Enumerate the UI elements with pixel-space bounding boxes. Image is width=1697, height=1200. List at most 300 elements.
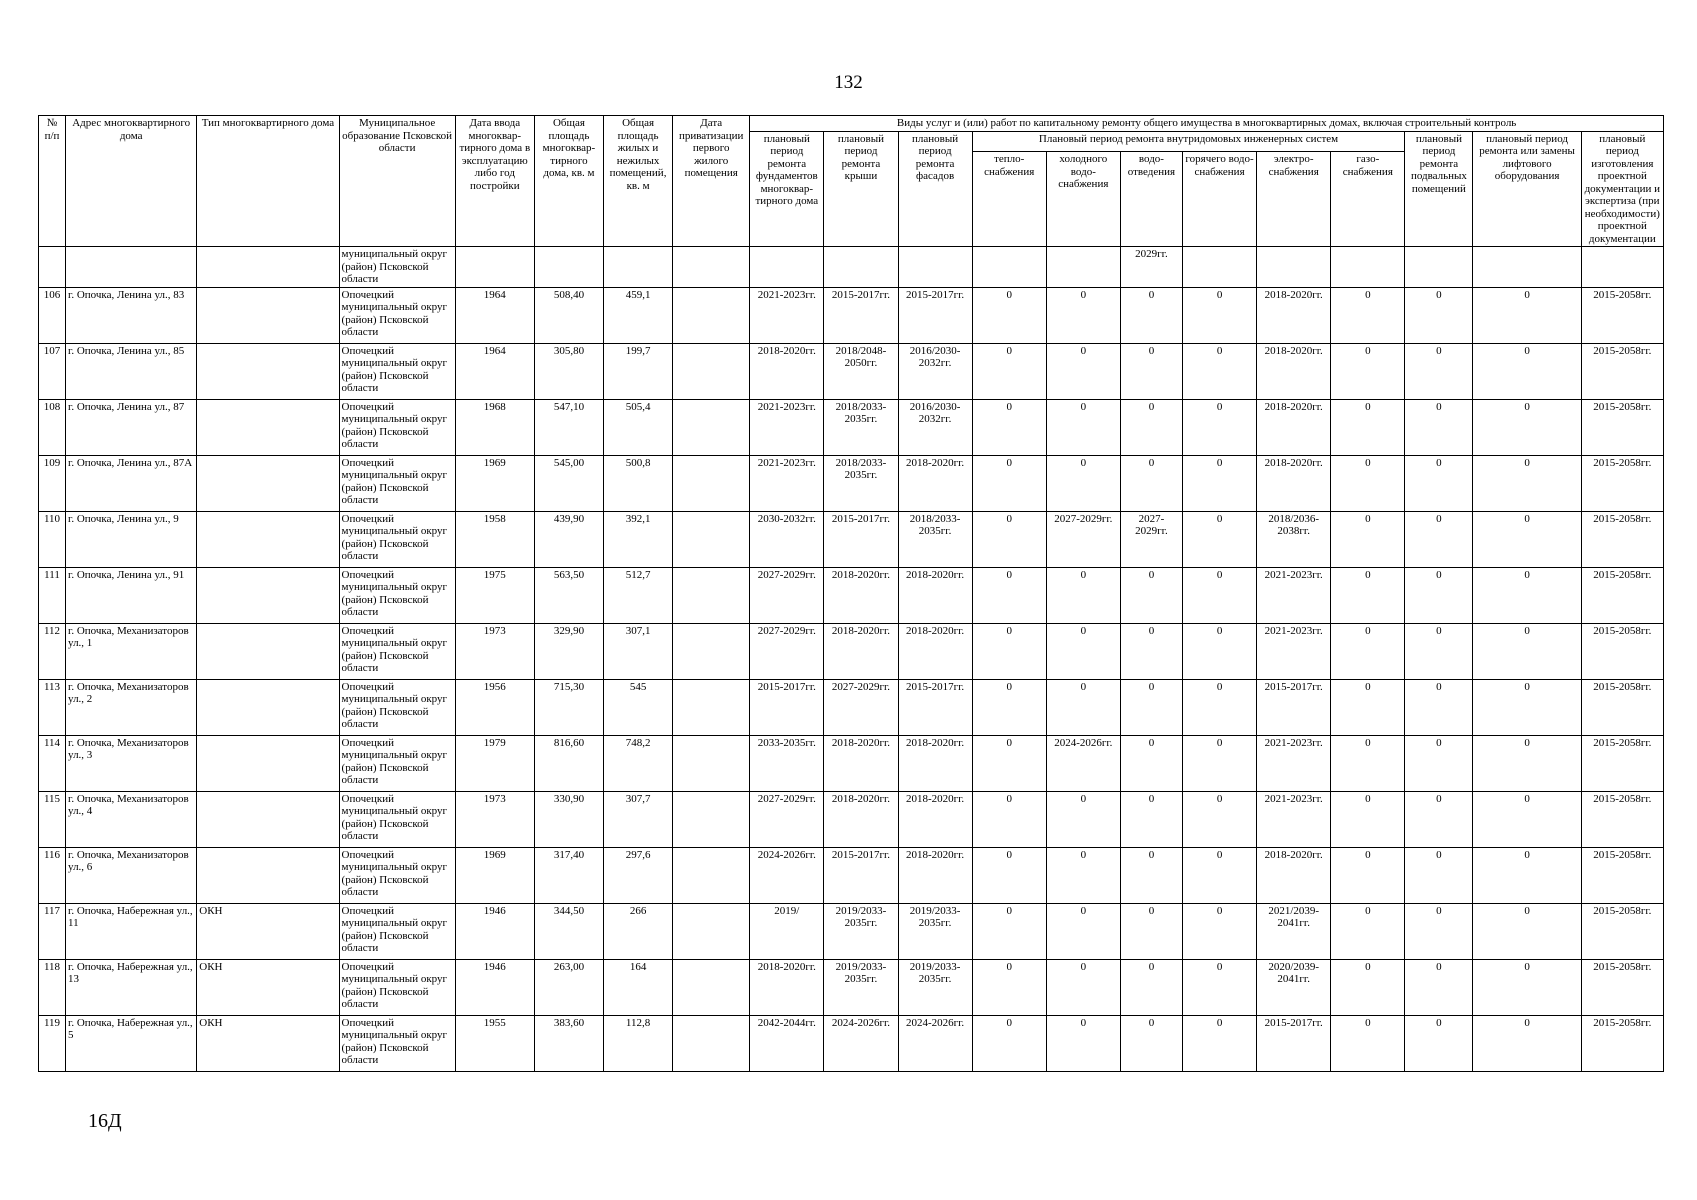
header-total-area: Общая площадь многоквар-тирного дома, кв. м	[534, 116, 603, 247]
cell-gas: 0	[1331, 791, 1405, 847]
cell-heating: 0	[972, 399, 1046, 455]
cell-cold-water: 2027-2029гг.	[1046, 511, 1120, 567]
cell-electric: 2021-2023гг.	[1257, 735, 1331, 791]
cell-roof: 2018-2020гг.	[824, 735, 898, 791]
cell-cold-water: 0	[1046, 343, 1120, 399]
header-sewage: водо-отведения	[1120, 152, 1182, 247]
header-services-group: Виды услуг и (или) работ по капитальному ремонту общего имущества в многоквартирных домах, включая строительный контроль	[750, 116, 1664, 132]
cell-elevator: 0	[1473, 791, 1581, 847]
cell-electric: 2020/2039-2041гг.	[1257, 959, 1331, 1015]
cell-sewage: 0	[1120, 1015, 1182, 1071]
cell-hot-water: 0	[1183, 791, 1257, 847]
cell-municipality: Опочецкий муниципальный округ (район) Псковской области	[339, 399, 455, 455]
cell-type: ОКН	[197, 1015, 339, 1071]
cell-privatization	[673, 1015, 750, 1071]
cell-electric: 2018-2020гг.	[1257, 455, 1331, 511]
cell-design-docs: 2015-2058гг.	[1581, 399, 1663, 455]
table-row	[39, 623, 1664, 679]
table-row	[39, 847, 1664, 903]
header-municipality: Муниципальное образование Псковской области	[339, 116, 455, 247]
cell-heating: 0	[972, 623, 1046, 679]
cell-num: 119	[39, 1015, 66, 1071]
cell-gas: 0	[1331, 287, 1405, 343]
header-heating: тепло-снабжения	[972, 152, 1046, 247]
cell-privatization	[673, 735, 750, 791]
cell-total-area: 329,90	[534, 623, 603, 679]
cell-design-docs: 2015-2058гг.	[1581, 623, 1663, 679]
header-hot-water: горячего водо-снабжения	[1183, 152, 1257, 247]
cell-foundation: 2027-2029гг.	[750, 791, 824, 847]
cell-municipality: Опочецкий муниципальный округ (район) Псковской области	[339, 511, 455, 567]
table-row	[39, 735, 1664, 791]
header-facade: плановый период ремонта фасадов	[898, 131, 972, 247]
cell-cold-water: 0	[1046, 623, 1120, 679]
cell-heating: 0	[972, 791, 1046, 847]
cell-basement: 0	[1405, 847, 1473, 903]
cell-hot-water: 0	[1183, 847, 1257, 903]
cell-basement: 0	[1405, 791, 1473, 847]
cell-living-area: 392,1	[604, 511, 673, 567]
cell-foundation: 2027-2029гг.	[750, 567, 824, 623]
cell-privatization	[673, 343, 750, 399]
cell-total-area: 439,90	[534, 511, 603, 567]
cell-elevator: 0	[1473, 1015, 1581, 1071]
cell-municipality: Опочецкий муниципальный округ (район) Псковской области	[339, 735, 455, 791]
header-roof: плановый период ремонта крыши	[824, 131, 898, 247]
cell-address: г. Опочка, Механизаторов ул., 2	[66, 679, 197, 735]
cell-cold-water: 0	[1046, 847, 1120, 903]
cell-electric: 2021-2023гг.	[1257, 791, 1331, 847]
cell-living-area: 459,1	[604, 287, 673, 343]
cell-cold-water: 0	[1046, 567, 1120, 623]
cell-year: 1973	[455, 791, 534, 847]
footer-code: 16Д	[88, 1110, 122, 1132]
table-row	[39, 511, 1664, 567]
cell-facade: 2018-2020гг.	[898, 623, 972, 679]
cell-type	[197, 791, 339, 847]
continuation-row	[39, 247, 1664, 288]
cell-type	[197, 679, 339, 735]
header-address: Адрес многоквартирного дома	[66, 116, 197, 247]
cell-elevator: 0	[1473, 455, 1581, 511]
cell-roof: 2015-2017гг.	[824, 511, 898, 567]
header-design-docs: плановый период изготовления проектной документации и экспертиза (при необходимости) проектной документации	[1581, 131, 1663, 247]
header-electric: электро-снабжения	[1257, 152, 1331, 247]
cell-facade: 2018-2020гг.	[898, 847, 972, 903]
cell-hot-water: 0	[1183, 1015, 1257, 1071]
cell-elevator: 0	[1473, 847, 1581, 903]
cell-hot-water: 0	[1183, 455, 1257, 511]
cell-type	[197, 623, 339, 679]
cell-foundation: 2019/	[750, 903, 824, 959]
table-row	[39, 791, 1664, 847]
cell-address: г. Опочка, Механизаторов ул., 4	[66, 791, 197, 847]
cell-address: г. Опочка, Ленина ул., 91	[66, 567, 197, 623]
cell-sewage: 2029гг.	[1120, 247, 1182, 288]
cell-cold-water: 2024-2026гг.	[1046, 735, 1120, 791]
cell-design-docs: 2015-2058гг.	[1581, 1015, 1663, 1071]
cell-num: 110	[39, 511, 66, 567]
cell-roof: 2024-2026гг.	[824, 1015, 898, 1071]
cell-sewage: 0	[1120, 735, 1182, 791]
cell-basement: 0	[1405, 1015, 1473, 1071]
cell-basement: 0	[1405, 399, 1473, 455]
cell-heating: 0	[972, 959, 1046, 1015]
cell-elevator: 0	[1473, 903, 1581, 959]
cell-year: 1979	[455, 735, 534, 791]
cell-municipality: Опочецкий муниципальный округ (район) Псковской области	[339, 1015, 455, 1071]
table-row	[39, 399, 1664, 455]
cell-heating: 0	[972, 287, 1046, 343]
cell-facade: 2015-2017гг.	[898, 287, 972, 343]
table-row	[39, 343, 1664, 399]
cell-type	[197, 735, 339, 791]
cell-hot-water: 0	[1183, 343, 1257, 399]
cell-heating: 0	[972, 847, 1046, 903]
cell-foundation: 2021-2023гг.	[750, 399, 824, 455]
cell-sewage: 0	[1120, 847, 1182, 903]
cell-gas: 0	[1331, 455, 1405, 511]
cell-year: 1969	[455, 847, 534, 903]
cell-roof: 2018/2033-2035гг.	[824, 399, 898, 455]
cell-num: 118	[39, 959, 66, 1015]
cell-elevator: 0	[1473, 735, 1581, 791]
header-gas: газо-снабжения	[1331, 152, 1405, 247]
cell-living-area: 307,7	[604, 791, 673, 847]
header-commission-date: Дата ввода многоквар-тирного дома в эксплуатацию либо год постройки	[455, 116, 534, 247]
cell-foundation: 2024-2026гг.	[750, 847, 824, 903]
cell-municipality: Опочецкий муниципальный округ (район) Псковской области	[339, 679, 455, 735]
cell-num: 112	[39, 623, 66, 679]
cell-living-area: 297,6	[604, 847, 673, 903]
cell-num: 111	[39, 567, 66, 623]
cell-type	[197, 511, 339, 567]
cell-living-area: 199,7	[604, 343, 673, 399]
cell-sewage: 0	[1120, 287, 1182, 343]
cell-type	[197, 847, 339, 903]
header-basement: плановый период ремонта подвальных помещений	[1405, 131, 1473, 247]
cell-municipality: Опочецкий муниципальный округ (район) Псковской области	[339, 847, 455, 903]
cell-living-area: 512,7	[604, 567, 673, 623]
cell-municipality: Опочецкий муниципальный округ (район) Псковской области	[339, 903, 455, 959]
cell-total-area: 563,50	[534, 567, 603, 623]
cell-address: г. Опочка, Ленина ул., 83	[66, 287, 197, 343]
cell-foundation: 2021-2023гг.	[750, 287, 824, 343]
cell-privatization	[673, 791, 750, 847]
cell-electric: 2021/2039-2041гг.	[1257, 903, 1331, 959]
cell-roof: 2015-2017гг.	[824, 287, 898, 343]
cell-foundation: 2015-2017гг.	[750, 679, 824, 735]
cell-roof: 2018/2033-2035гг.	[824, 455, 898, 511]
header-living-area: Общая площадь жилых и нежилых помещений, кв. м	[604, 116, 673, 247]
cell-total-area: 545,00	[534, 455, 603, 511]
cell-gas: 0	[1331, 847, 1405, 903]
table-row	[39, 455, 1664, 511]
cell-cold-water: 0	[1046, 1015, 1120, 1071]
cell-sewage: 0	[1120, 623, 1182, 679]
cell-heating: 0	[972, 679, 1046, 735]
cell-type	[197, 287, 339, 343]
table-row	[39, 903, 1664, 959]
header-num: № п/п	[39, 116, 66, 247]
cell-total-area: 305,80	[534, 343, 603, 399]
cell-basement: 0	[1405, 735, 1473, 791]
page-number: 132	[834, 72, 863, 93]
cell-year: 1969	[455, 455, 534, 511]
cell-roof: 2018-2020гг.	[824, 623, 898, 679]
cell-municipality: Опочецкий муниципальный округ (район) Псковской области	[339, 343, 455, 399]
header-type: Тип многоквартирного дома	[197, 116, 339, 247]
cell-sewage: 2027-2029гг.	[1120, 511, 1182, 567]
cell-living-area: 505,4	[604, 399, 673, 455]
cell-foundation: 2033-2035гг.	[750, 735, 824, 791]
cell-elevator: 0	[1473, 399, 1581, 455]
cell-facade: 2015-2017гг.	[898, 679, 972, 735]
cell-basement: 0	[1405, 343, 1473, 399]
cell-gas: 0	[1331, 343, 1405, 399]
cell-elevator: 0	[1473, 679, 1581, 735]
cell-address: г. Опочка, Механизаторов ул., 3	[66, 735, 197, 791]
cell-design-docs: 2015-2058гг.	[1581, 455, 1663, 511]
cell-privatization	[673, 679, 750, 735]
cell-privatization	[673, 959, 750, 1015]
cell-year: 1946	[455, 959, 534, 1015]
cell-cold-water: 0	[1046, 455, 1120, 511]
table-row	[39, 567, 1664, 623]
cell-foundation: 2018-2020гг.	[750, 959, 824, 1015]
cell-year: 1956	[455, 679, 534, 735]
cell-municipality: Опочецкий муниципальный округ (район) Псковской области	[339, 791, 455, 847]
cell-year: 1975	[455, 567, 534, 623]
cell-heating: 0	[972, 903, 1046, 959]
cell-sewage: 0	[1120, 959, 1182, 1015]
header-privatization-date: Дата приватизации первого жилого помещения	[673, 116, 750, 247]
cell-elevator: 0	[1473, 511, 1581, 567]
cell-total-area: 508,40	[534, 287, 603, 343]
cell-electric: 2018-2020гг.	[1257, 287, 1331, 343]
header-elevator: плановый период ремонта или замены лифтового оборудования	[1473, 131, 1581, 247]
cell-privatization	[673, 567, 750, 623]
cell-address: г. Опочка, Механизаторов ул., 1	[66, 623, 197, 679]
cell-address: г. Опочка, Ленина ул., 9	[66, 511, 197, 567]
cell-gas: 0	[1331, 399, 1405, 455]
cell-municipality: Опочецкий муниципальный округ (район) Псковской области	[339, 287, 455, 343]
cell-electric: 2021-2023гг.	[1257, 623, 1331, 679]
cell-privatization	[673, 847, 750, 903]
cell-design-docs: 2015-2058гг.	[1581, 567, 1663, 623]
cell-privatization	[673, 399, 750, 455]
table-row	[39, 679, 1664, 735]
cell-basement: 0	[1405, 511, 1473, 567]
cell-address: г. Опочка, Ленина ул., 87А	[66, 455, 197, 511]
cell-design-docs: 2015-2058гг.	[1581, 791, 1663, 847]
cell-cold-water: 0	[1046, 399, 1120, 455]
cell-address: г. Опочка, Ленина ул., 87	[66, 399, 197, 455]
cell-type: ОКН	[197, 959, 339, 1015]
cell-elevator: 0	[1473, 287, 1581, 343]
cell-electric: 2015-2017гг.	[1257, 679, 1331, 735]
header-cold-water: холодного водо-снабжения	[1046, 152, 1120, 247]
cell-hot-water: 0	[1183, 567, 1257, 623]
cell-gas: 0	[1331, 623, 1405, 679]
cell-heating: 0	[972, 567, 1046, 623]
cell-living-area: 500,8	[604, 455, 673, 511]
cell-gas: 0	[1331, 735, 1405, 791]
cell-year: 1958	[455, 511, 534, 567]
cell-living-area: 545	[604, 679, 673, 735]
cell-privatization	[673, 511, 750, 567]
cell-heating: 0	[972, 735, 1046, 791]
cell-num: 115	[39, 791, 66, 847]
cell-roof: 2018-2020гг.	[824, 791, 898, 847]
cell-type	[197, 399, 339, 455]
cell-hot-water: 0	[1183, 903, 1257, 959]
cell-privatization	[673, 287, 750, 343]
cell-year: 1946	[455, 903, 534, 959]
cell-foundation: 2027-2029гг.	[750, 623, 824, 679]
cell-num: 106	[39, 287, 66, 343]
cell-living-area: 164	[604, 959, 673, 1015]
cell-gas: 0	[1331, 511, 1405, 567]
cell-electric: 2018-2020гг.	[1257, 343, 1331, 399]
cell-sewage: 0	[1120, 903, 1182, 959]
cell-foundation: 2042-2044гг.	[750, 1015, 824, 1071]
cell-num: 109	[39, 455, 66, 511]
cell-elevator: 0	[1473, 959, 1581, 1015]
cell-address: г. Опочка, Ленина ул., 85	[66, 343, 197, 399]
cell-facade: 2019/2033-2035гг.	[898, 959, 972, 1015]
cell-year: 1973	[455, 623, 534, 679]
cell-year: 1964	[455, 287, 534, 343]
cell-facade: 2024-2026гг.	[898, 1015, 972, 1071]
cell-living-area: 307,1	[604, 623, 673, 679]
cell-address: г. Опочка, Набережная ул., 11	[66, 903, 197, 959]
cell-facade: 2018-2020гг.	[898, 791, 972, 847]
cell-living-area: 748,2	[604, 735, 673, 791]
cell-design-docs: 2015-2058гг.	[1581, 511, 1663, 567]
cell-privatization	[673, 455, 750, 511]
cell-type: ОКН	[197, 903, 339, 959]
cell-gas: 0	[1331, 903, 1405, 959]
cell-facade: 2018-2020гг.	[898, 735, 972, 791]
cell-roof: 2018-2020гг.	[824, 567, 898, 623]
cell-basement: 0	[1405, 903, 1473, 959]
cell-hot-water: 0	[1183, 399, 1257, 455]
cell-year: 1964	[455, 343, 534, 399]
cell-gas: 0	[1331, 567, 1405, 623]
cell-sewage: 0	[1120, 455, 1182, 511]
cell-design-docs: 2015-2058гг.	[1581, 903, 1663, 959]
cell-roof: 2019/2033-2035гг.	[824, 903, 898, 959]
cell-gas: 0	[1331, 959, 1405, 1015]
cell-total-area: 263,00	[534, 959, 603, 1015]
cell-year: 1968	[455, 399, 534, 455]
cell-privatization	[673, 903, 750, 959]
cell-municipality: Опочецкий муниципальный округ (район) Псковской области	[339, 959, 455, 1015]
cell-num: 108	[39, 399, 66, 455]
cell-type	[197, 567, 339, 623]
cell-total-area: 816,60	[534, 735, 603, 791]
cell-total-area: 344,50	[534, 903, 603, 959]
cell-cold-water: 0	[1046, 791, 1120, 847]
header-foundation: плановый период ремонта фундаментов многоквар-тирного дома	[750, 131, 824, 247]
cell-total-area: 317,40	[534, 847, 603, 903]
cell-elevator: 0	[1473, 343, 1581, 399]
cell-facade: 2018-2020гг.	[898, 455, 972, 511]
table-row	[39, 1015, 1664, 1071]
cell-address: г. Опочка, Механизаторов ул., 6	[66, 847, 197, 903]
cell-cold-water: 0	[1046, 287, 1120, 343]
cell-type	[197, 343, 339, 399]
cell-living-area: 266	[604, 903, 673, 959]
cell-facade: 2019/2033-2035гг.	[898, 903, 972, 959]
cell-sewage: 0	[1120, 567, 1182, 623]
cell-design-docs: 2015-2058гг.	[1581, 287, 1663, 343]
cell-electric: 2018-2020гг.	[1257, 399, 1331, 455]
cell-year: 1955	[455, 1015, 534, 1071]
cell-hot-water: 0	[1183, 287, 1257, 343]
cell-design-docs: 2015-2058гг.	[1581, 847, 1663, 903]
cell-design-docs: 2015-2058гг.	[1581, 735, 1663, 791]
cell-gas: 0	[1331, 1015, 1405, 1071]
cell-heating: 0	[972, 511, 1046, 567]
cell-design-docs: 2015-2058гг.	[1581, 959, 1663, 1015]
cell-municipality: Опочецкий муниципальный округ (район) Псковской области	[339, 567, 455, 623]
cell-facade: 2016/2030-2032гг.	[898, 343, 972, 399]
cell-basement: 0	[1405, 959, 1473, 1015]
cell-electric: 2015-2017гг.	[1257, 1015, 1331, 1071]
cell-cold-water: 0	[1046, 959, 1120, 1015]
cell-gas: 0	[1331, 679, 1405, 735]
cell-living-area: 112,8	[604, 1015, 673, 1071]
cell-hot-water: 0	[1183, 735, 1257, 791]
cell-heating: 0	[972, 455, 1046, 511]
cell-basement: 0	[1405, 455, 1473, 511]
cell-facade: 2018-2020гг.	[898, 567, 972, 623]
cell-municipality: муниципальный округ (район) Псковской области	[339, 247, 455, 288]
cell-cold-water: 0	[1046, 679, 1120, 735]
cell-address: г. Опочка, Набережная ул., 5	[66, 1015, 197, 1071]
cell-sewage: 0	[1120, 679, 1182, 735]
cell-sewage: 0	[1120, 343, 1182, 399]
cell-num: 114	[39, 735, 66, 791]
cell-design-docs: 2015-2058гг.	[1581, 343, 1663, 399]
cell-num: 117	[39, 903, 66, 959]
capital-repair-table	[38, 115, 1664, 1072]
cell-municipality: Опочецкий муниципальный округ (район) Псковской области	[339, 455, 455, 511]
cell-hot-water: 0	[1183, 511, 1257, 567]
cell-basement: 0	[1405, 623, 1473, 679]
cell-sewage: 0	[1120, 791, 1182, 847]
cell-sewage: 0	[1120, 399, 1182, 455]
cell-address: г. Опочка, Набережная ул., 13	[66, 959, 197, 1015]
cell-total-area: 715,30	[534, 679, 603, 735]
cell-hot-water: 0	[1183, 679, 1257, 735]
cell-privatization	[673, 623, 750, 679]
cell-foundation: 2021-2023гг.	[750, 455, 824, 511]
cell-foundation: 2030-2032гг.	[750, 511, 824, 567]
cell-roof: 2015-2017гг.	[824, 847, 898, 903]
cell-basement: 0	[1405, 679, 1473, 735]
cell-facade: 2016/2030-2032гг.	[898, 399, 972, 455]
cell-total-area: 547,10	[534, 399, 603, 455]
cell-num: 116	[39, 847, 66, 903]
table-row	[39, 287, 1664, 343]
cell-elevator: 0	[1473, 567, 1581, 623]
cell-hot-water: 0	[1183, 959, 1257, 1015]
cell-total-area: 383,60	[534, 1015, 603, 1071]
cell-total-area: 330,90	[534, 791, 603, 847]
